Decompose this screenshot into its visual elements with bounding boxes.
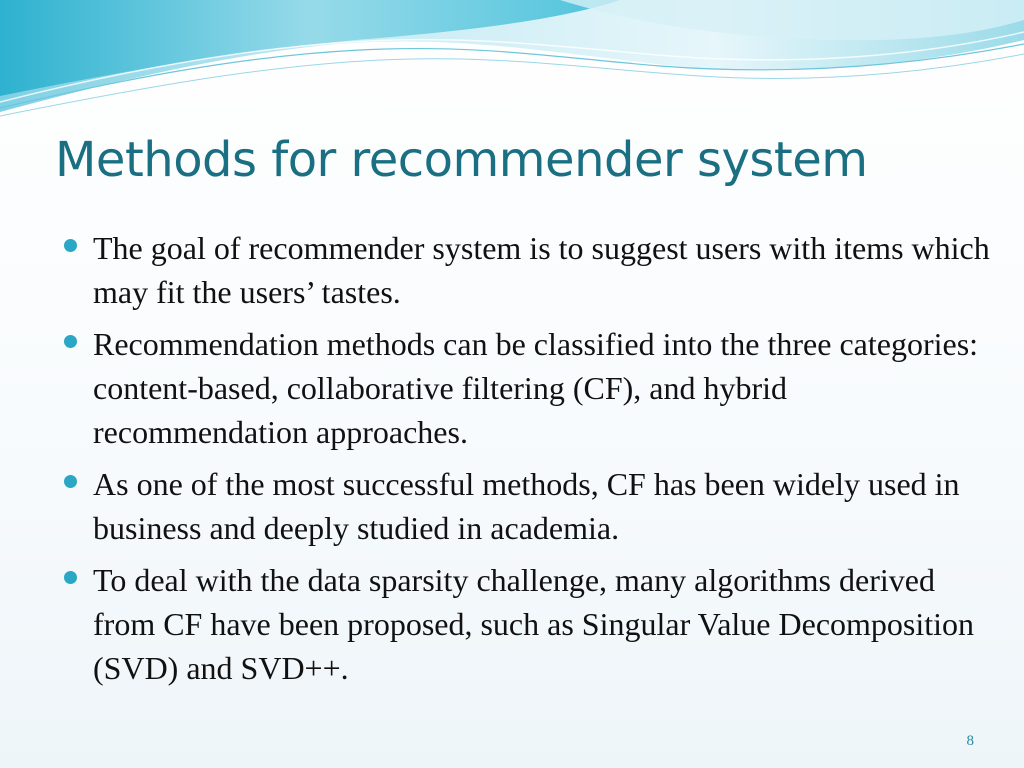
bullet-list (64, 226, 994, 698)
bullet-text: As one of the most successful methods, CF has been widely used in business and deeply studied in academia. (93, 466, 960, 546)
bullet-point-icon (64, 239, 77, 252)
bullet-text: To deal with the data sparsity challenge, many algorithms derived from CF have been proposed, such as Singular Value Decomposition (SVD) and SVD++. (93, 562, 975, 686)
slide-title: Methods for recommender system (55, 132, 868, 188)
bullet-point-icon (64, 335, 77, 348)
bullet-item (64, 226, 994, 314)
bullet-point-icon (64, 475, 77, 488)
header-wave-decoration (0, 0, 1024, 130)
bullet-item (64, 322, 994, 454)
bullet-point-icon (64, 571, 77, 584)
bullet-item (64, 462, 994, 550)
page-number: 8 (966, 733, 974, 749)
bullet-text: The goal of recommender system is to suggest users with items which may fit the users’ tastes. (93, 230, 990, 310)
bullet-item (64, 558, 994, 690)
bullet-text: Recommendation methods can be classified into the three categories: content-based, collaborative filtering (CF), and hybrid recommendation approaches. (93, 326, 979, 450)
